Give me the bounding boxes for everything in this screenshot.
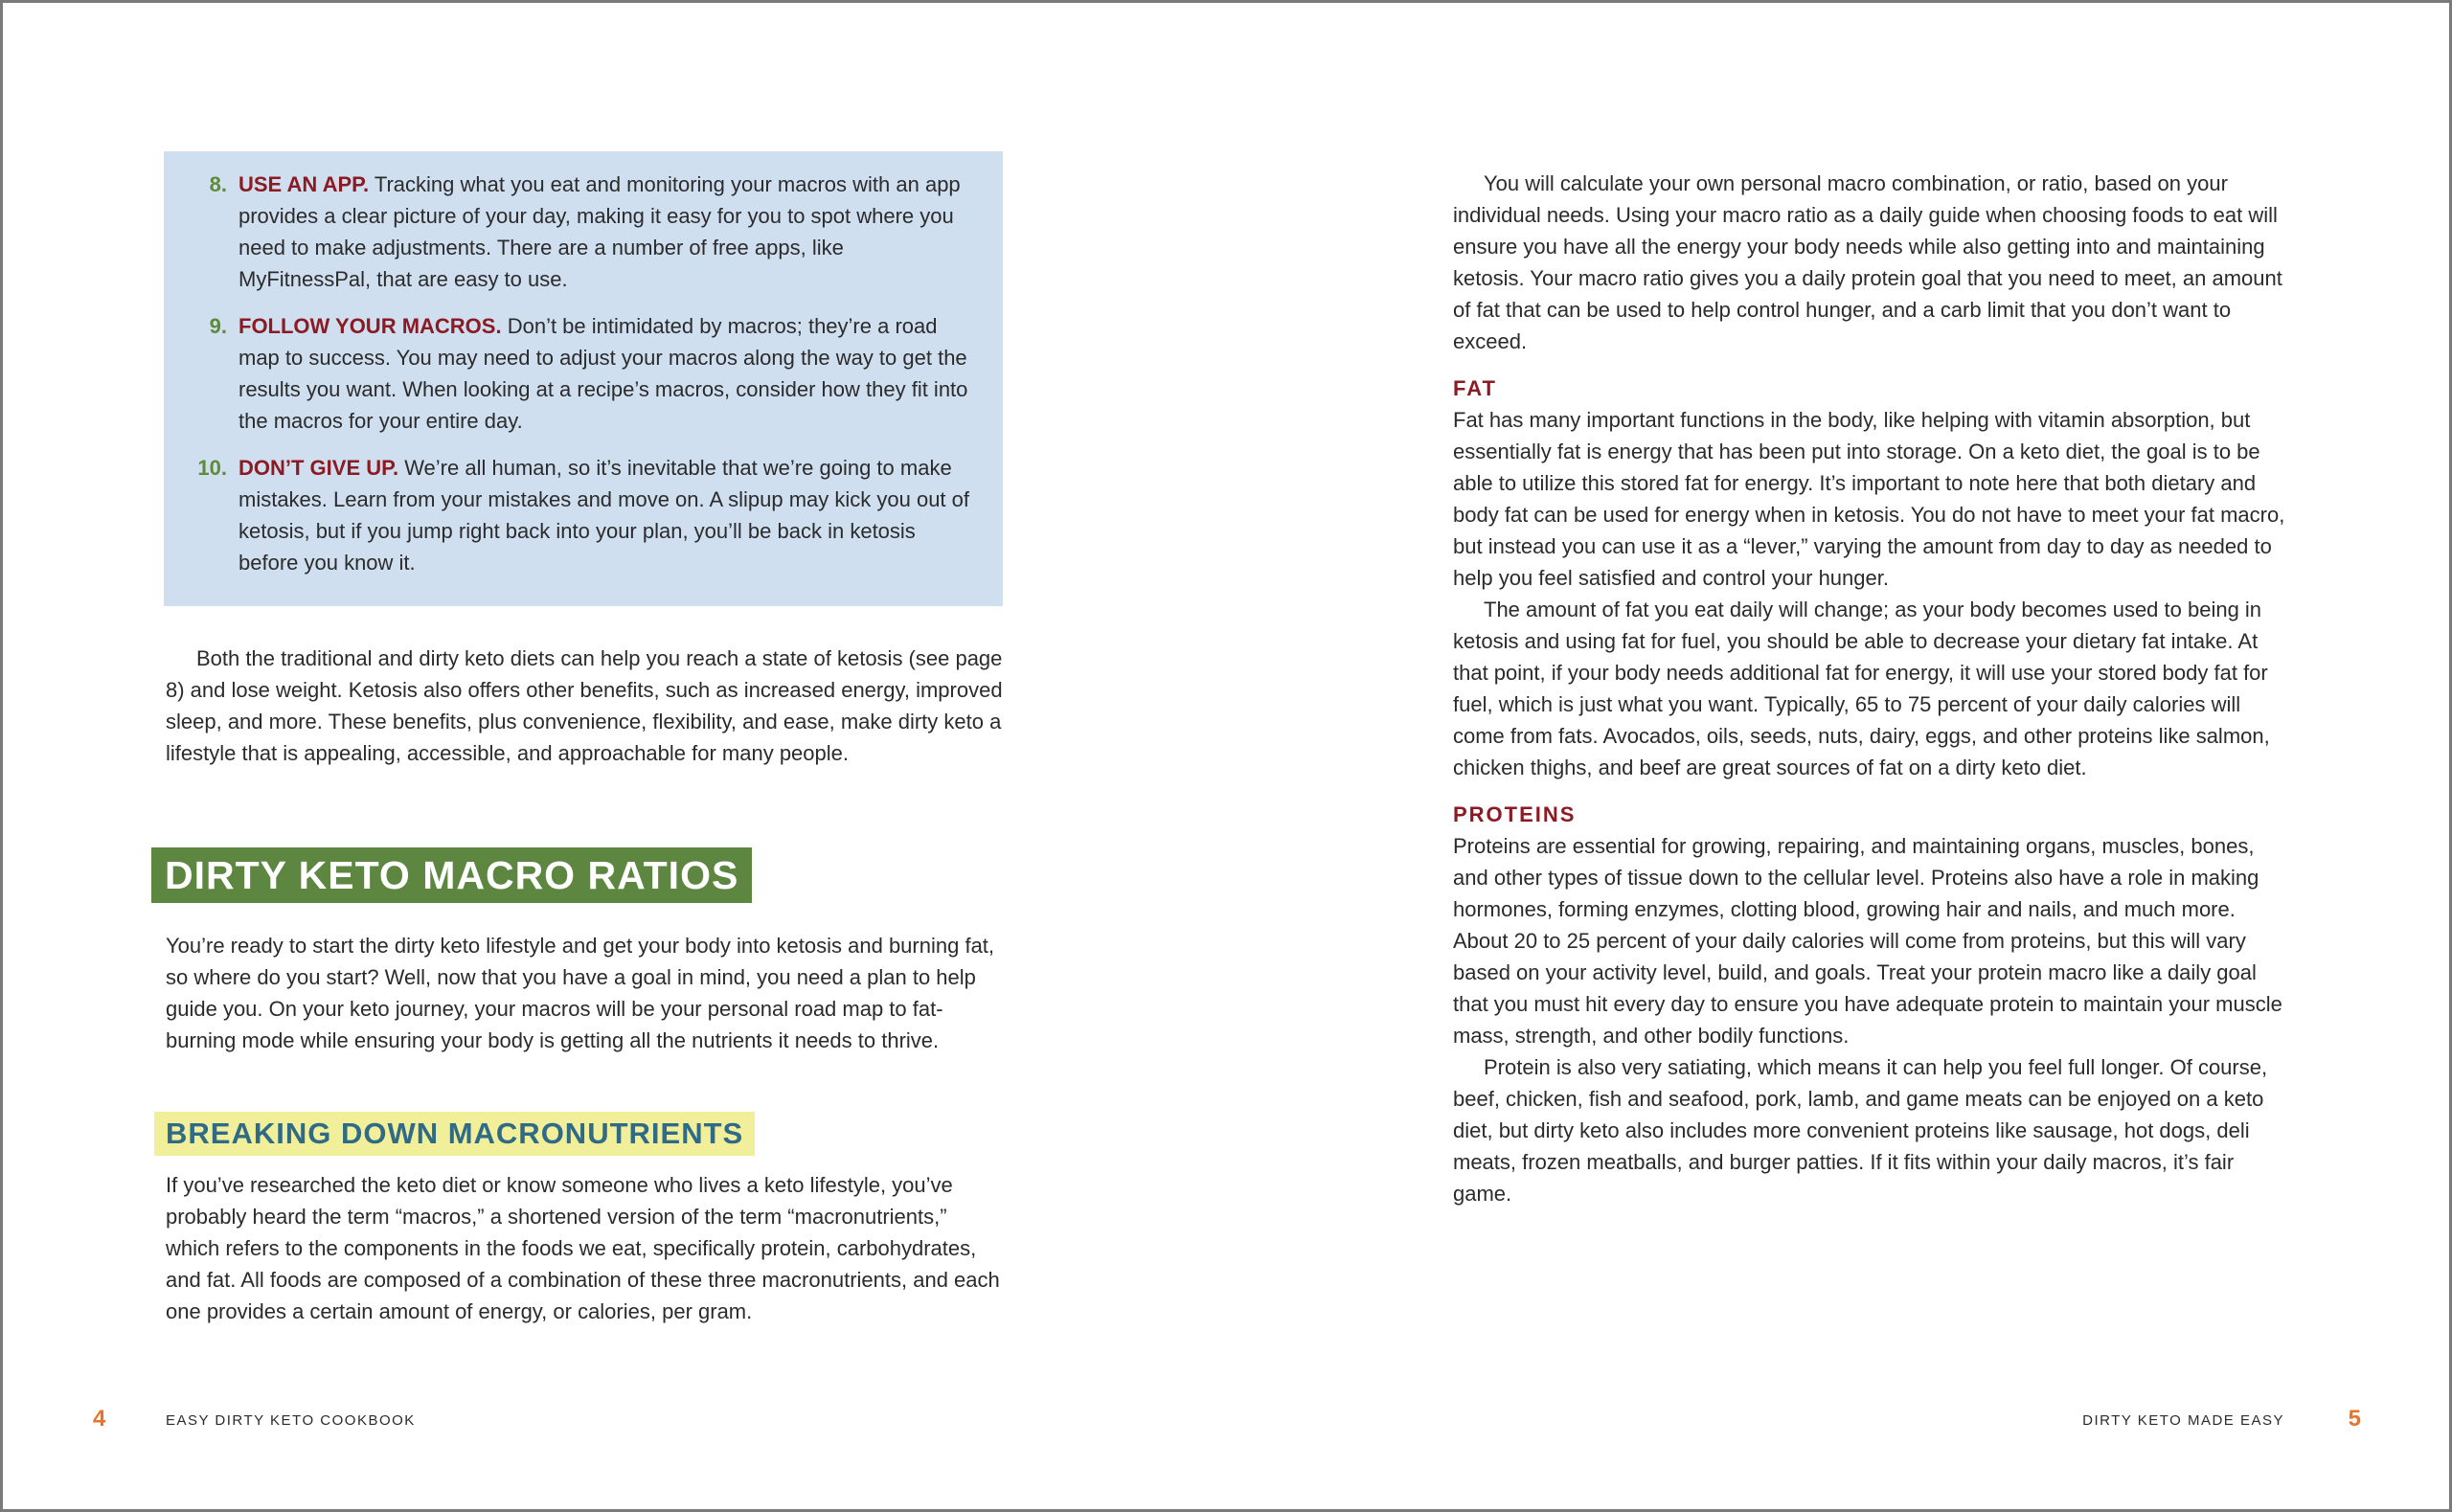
- tip-number: 8.: [209, 172, 227, 196]
- tips-box: [164, 151, 1003, 606]
- tip-lead: FOLLOW YOUR MACROS.: [238, 314, 502, 338]
- proteins-paragraph: Protein is also very satiating, which means it can help you feel full longer. Of course, beef, chicken, fish and seafood, pork, lamb, and game meats can be enjoyed on a keto diet, but dirty keto also includes more convenient proteins like sausage, hot dogs, deli meats, frozen meatballs, and burger patties. If it fits within your daily macros, it’s fair game.: [1453, 1055, 2268, 1206]
- running-title: DIRTY KETO MADE EASY: [2082, 1412, 2284, 1429]
- fat-paragraph: The amount of fat you eat daily will change; as your body becomes used to being in ketosis and using fat for fuel, you should be able to decrease your dietary fat intake. At that point, if your body needs additional fat for energy, it will use your stored body fat for fuel, which is just what you want. Typically, 65 to 75 percent of your daily calories will come from fats. Avocados, oils, seeds, nuts, dairy, eggs, and other proteins like salmon, chicken thighs, and beef are great sources of fat on a dirty keto diet.: [1453, 598, 2270, 779]
- running-title: EASY DIRTY KETO COOKBOOK: [166, 1412, 416, 1429]
- fat-heading: FAT: [1453, 376, 1497, 400]
- fat-paragraph: Fat has many important functions in the body, like helping with vitamin absorption, but essentially fat is energy that has been put into storage. On a keto diet, the goal is to be able to utilize this stored fat for energy. It’s important to note here that both dietary and body fat can be used for energy when in ketosis. You do not have to meet your fat macro, but instead you can use it as a “lever,” varying the amount from day to day as needed to help you feel satisfied and control your hunger.: [1453, 408, 2285, 590]
- tip-description: We’re all human, so it’s inevitable that we’re going to make mistakes. Learn from your mistakes and move on. A slipup may kick you out of ketosis, but if you jump right back into your plan, you’ll be back in ketosis before you know it.: [238, 456, 970, 575]
- section-block: [166, 930, 1003, 1056]
- tip-lead: DON’T GIVE UP.: [238, 456, 399, 480]
- section-heading: DIRTY KETO MACRO RATIOS: [151, 847, 752, 903]
- page-number: 5: [2348, 1406, 2361, 1432]
- page-number: 4: [93, 1406, 106, 1432]
- macro-intro-paragraph: You will calculate your own personal macro combination, or ratio, based on your individual needs. Using your macro ratio as a daily guide when choosing foods to eat will ensure you have all the energy your body needs while also getting into and maintaining ketosis. Your macro ratio gives you a daily protein goal that you need to meet, an amount of fat that can be used to help control hunger, and a carb limit that you don’t want to exceed.: [1453, 171, 2282, 353]
- intro-block: [166, 643, 1003, 769]
- subsection-block: [166, 1169, 1003, 1327]
- right-column: [1453, 168, 2286, 1209]
- tip-text: [238, 169, 974, 295]
- tip-description: Don’t be intimidated by macros; they’re a road map to success. You may need to adjust your macros along the way to get the results you want. When looking at a recipe’s macros, consider how they fit into the macros for your entire day.: [238, 314, 968, 433]
- subsection-paragraph: If you’ve researched the keto diet or know someone who lives a keto lifestyle, you’ve probably heard the term “macros,” a shortened version of the term “macronutrients,” which refers to the components in the foods we eat, specifically protein, carbohydrates, and fat. All foods are composed of a combination of these three macronutrients, and each one provides a certain amount of energy, or calories, per gram.: [166, 1173, 1000, 1323]
- tip-text: [238, 452, 974, 578]
- left-page: [3, 3, 1226, 1509]
- tip-item: [193, 310, 974, 437]
- intro-paragraph: Both the traditional and dirty keto diets can help you reach a state of ketosis (see page 8) and lose weight. Ketosis also offers other benefits, such as increased energy, improved sleep, and more. These benefits, plus convenience, flexibility, and ease, make dirty keto a lifestyle that is appealing, accessible, and approachable for many people.: [166, 646, 1003, 765]
- tip-text: [238, 310, 974, 437]
- subsection-heading: BREAKING DOWN MACRONUTRIENTS: [154, 1112, 755, 1156]
- tip-description: Tracking what you eat and monitoring your macros with an app provides a clear picture of your day, making it easy for you to spot where you need to make adjustments. There are a number of free apps, like MyFitnessPal, that are easy to use.: [238, 172, 961, 291]
- tip-item: [193, 169, 974, 295]
- tip-number: 10.: [197, 456, 227, 480]
- right-page: [1226, 3, 2449, 1509]
- tip-lead: USE AN APP.: [238, 172, 370, 196]
- tip-item: [193, 452, 974, 578]
- tip-number: 9.: [209, 314, 227, 338]
- proteins-heading: PROTEINS: [1453, 802, 1577, 826]
- proteins-paragraph: Proteins are essential for growing, repairing, and maintaining organs, muscles, bones, and other types of tissue down to the cellular level. Proteins also have a role in making hormones, forming enzymes, clotting blood, growing hair and nails, and much more. About 20 to 25 percent of your daily calories will come from proteins, but this will vary based on your activity level, build, and goals. Treat your protein macro like a daily goal that you must hit every day to ensure you have adequate protein to maintain your muscle mass, strength, and other bodily functions.: [1453, 834, 2282, 1048]
- section-paragraph: You’re ready to start the dirty keto lifestyle and get your body into ketosis and burning fat, so where do you start? Well, now that you have a goal in mind, you need a plan to help guide you. On your keto journey, your macros will be your personal road map to fat-burning mode while ensuring your body is getting all the nutrients it needs to thrive.: [166, 934, 995, 1052]
